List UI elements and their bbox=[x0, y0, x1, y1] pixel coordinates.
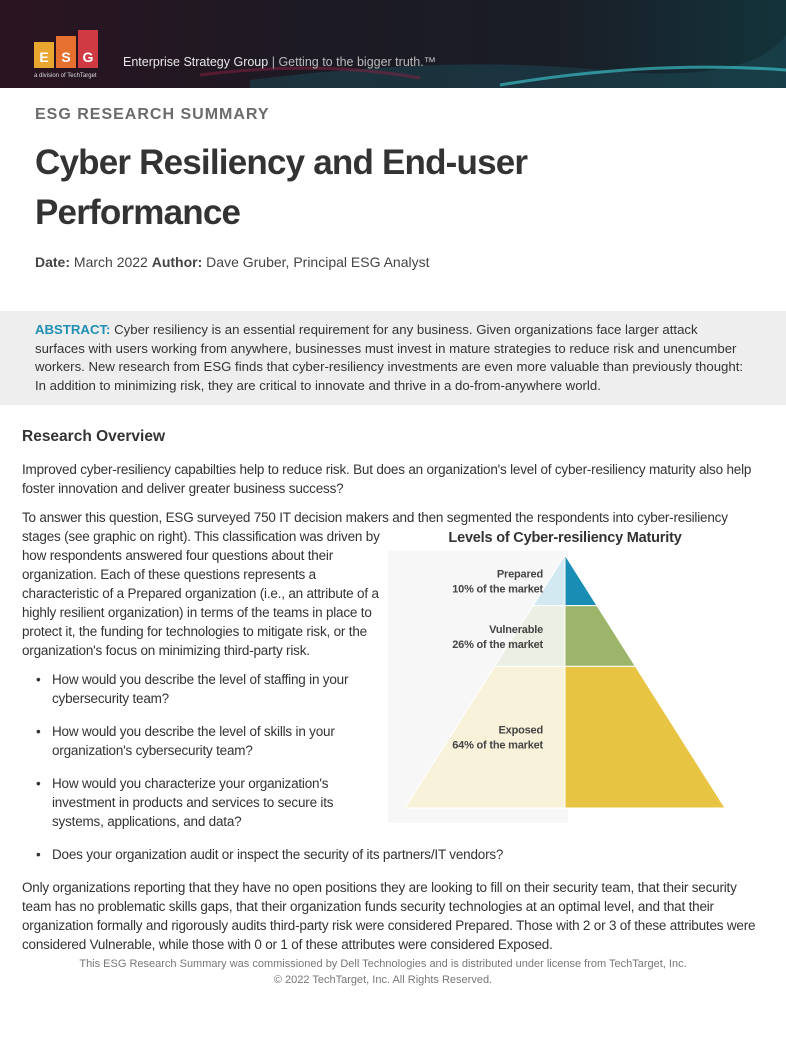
pyramid-prepared-right bbox=[565, 555, 597, 606]
logo-letter-e: E bbox=[34, 42, 54, 68]
logo-letter-s: S bbox=[56, 36, 76, 68]
logo-letter-g: G bbox=[78, 30, 98, 68]
level-name-label: Prepared bbox=[496, 568, 543, 581]
section-heading: Research Overview bbox=[22, 428, 166, 445]
list-item: • Does your organization audit or inspect the security of its partners/IT vendors? bbox=[22, 845, 786, 864]
level-share-label: 10% of the market bbox=[452, 583, 543, 596]
chart-title: Levels of Cyber-resiliency Maturity bbox=[448, 530, 682, 546]
page-title: Cyber Resiliency and End-user Performance bbox=[35, 143, 528, 232]
list-item: • How would you describe the level of staffing in your cybersecurity team? bbox=[22, 670, 786, 708]
paragraph: Improved cyber-resiliency capabilties help to reduce risk. But does an organization's level of cyber-resiliency maturity also help foster innovation and deliver greater business success? bbox=[22, 462, 752, 496]
footer-copyright: © 2022 TechTarget, Inc. All Rights Reserved. bbox=[273, 974, 493, 986]
header-tagline: Enterprise Strategy Group | Getting to the bigger truth.™ bbox=[123, 55, 437, 69]
level-share-label: 64% of the market bbox=[452, 739, 543, 752]
paragraph: Only organizations reporting that they have no open positions they are looking to fill on their security team, that their security team has no problematic skills gaps, that their organization funds security technologies at an optimal level, and that their organization formally and rigorously audits third-party risk were considered Prepared. Those with 2 or 3 of these attributes were considered Vulnerable, while those with 0 or 1 of these attributes were considered Exposed. bbox=[22, 880, 756, 952]
list-item: • How would you describe the level of skills in your organization's cybersecurity team? bbox=[22, 722, 786, 760]
level-name-label: Exposed bbox=[498, 724, 543, 737]
paragraph: Levels of Cyber-resiliency Maturity Prepared 10% of the market Vulnerable 26% of the market Exposed 64% of the market To answer this question, ESG surveyed 750 IT decision makers and then segmented the respondents into cyber-resiliency stages (see graphic on right). This classification was driven by how respondents answered four questions about their organization. Each of these questions represents a characteristic of a Prepared organization (i.e., an attribute of a highly resilient organization) in terms of the teams in place to protect it, the funding for technologies to mitigate risk, or the organization's focus on minimizing third-party risk. bbox=[22, 508, 786, 660]
overview-body bbox=[22, 460, 786, 988]
level-name-label: Vulnerable bbox=[489, 623, 543, 636]
wave-graphic bbox=[0, 0, 786, 88]
list-item: • How would you characterize your organization's investment in products and services to secure its systems, applications, and data? bbox=[22, 774, 786, 831]
eyebrow: ESG RESEARCH SUMMARY bbox=[35, 106, 270, 123]
meta-line: Date: March 2022 Author: Dave Gruber, Principal ESG Analyst bbox=[35, 254, 430, 270]
footer-commission: This ESG Research Summary was commissioned by Dell Technologies and is distributed under license from TechTarget, Inc. bbox=[79, 958, 687, 970]
abstract: ABSTRACT: Cyber resiliency is an essential requirement for any business. Given organizations face larger attack surfaces with users working from anywhere, businesses must invest in mature strategies to reduce risk and unencumber workers. New research from ESG finds that cyber-resiliency investments are even more valuable than previously thought: In addition to minimizing risk, they are critical to innovate and thrive in a do-from-anywhere world. bbox=[0, 311, 786, 405]
pyramid-vulnerable-right bbox=[565, 606, 635, 667]
logo-subtitle: a division of TechTarget bbox=[34, 73, 97, 79]
header-banner bbox=[0, 0, 786, 88]
level-share-label: 26% of the market bbox=[452, 638, 543, 651]
